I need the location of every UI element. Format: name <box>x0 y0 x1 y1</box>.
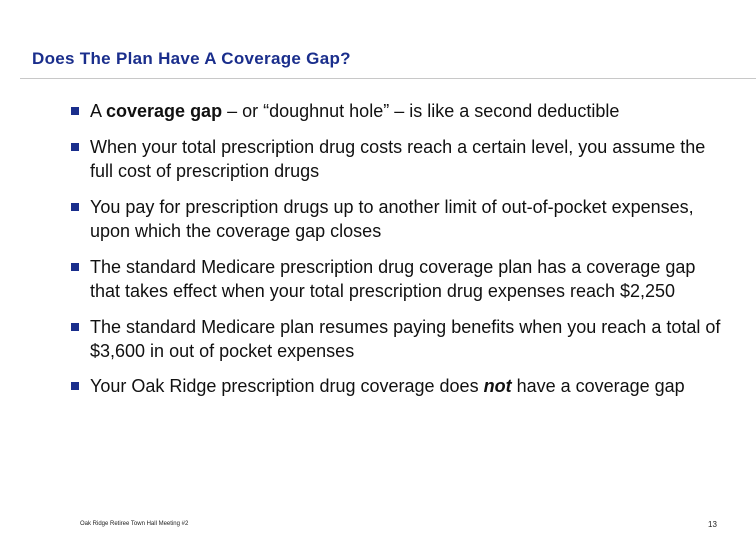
bullet-text: When your total prescription drug costs reach a certain level, you assume the full cost of prescription drugs <box>90 137 706 181</box>
bullet-list <box>70 99 730 398</box>
bullet-text-prefix: A <box>90 101 107 121</box>
footer-text: Oak Ridge Retiree Town Hall Meeting #2 <box>80 521 189 527</box>
square-bullet-icon <box>71 263 79 271</box>
bullet-text-suffix: have a coverage gap <box>511 376 685 396</box>
bullet-text: The standard Medicare prescription drug coverage plan has a coverage gap that takes effect when your total prescription drug expenses reach $2,250 <box>90 257 696 301</box>
bullet-emphasis: coverage gap <box>106 101 223 121</box>
bullet-item <box>70 135 730 183</box>
bullet-text-suffix: – or “doughnut hole” – is like a second deductible <box>222 101 620 121</box>
bullet-item <box>70 99 730 123</box>
page-number: 13 <box>708 520 717 529</box>
title-divider <box>20 78 756 79</box>
slide-title: Does The Plan Have A Coverage Gap? <box>32 49 351 68</box>
square-bullet-icon <box>71 323 79 331</box>
square-bullet-icon <box>71 107 79 115</box>
bullet-item <box>70 374 730 398</box>
bullet-item <box>70 315 730 363</box>
bullet-text: You pay for prescription drugs up to another limit of out-of-pocket expenses, upon which the coverage gap closes <box>90 197 694 241</box>
bullet-emphasis: not <box>483 376 512 396</box>
bullet-item <box>70 195 730 243</box>
square-bullet-icon <box>71 382 79 390</box>
square-bullet-icon <box>71 143 79 151</box>
bullet-text-prefix: Your Oak Ridge prescription drug coverage does <box>90 376 484 396</box>
square-bullet-icon <box>71 203 79 211</box>
bullet-item <box>70 255 730 303</box>
bullet-text: The standard Medicare plan resumes paying benefits when you reach a total of $3,600 in out of pocket expenses <box>90 317 721 361</box>
